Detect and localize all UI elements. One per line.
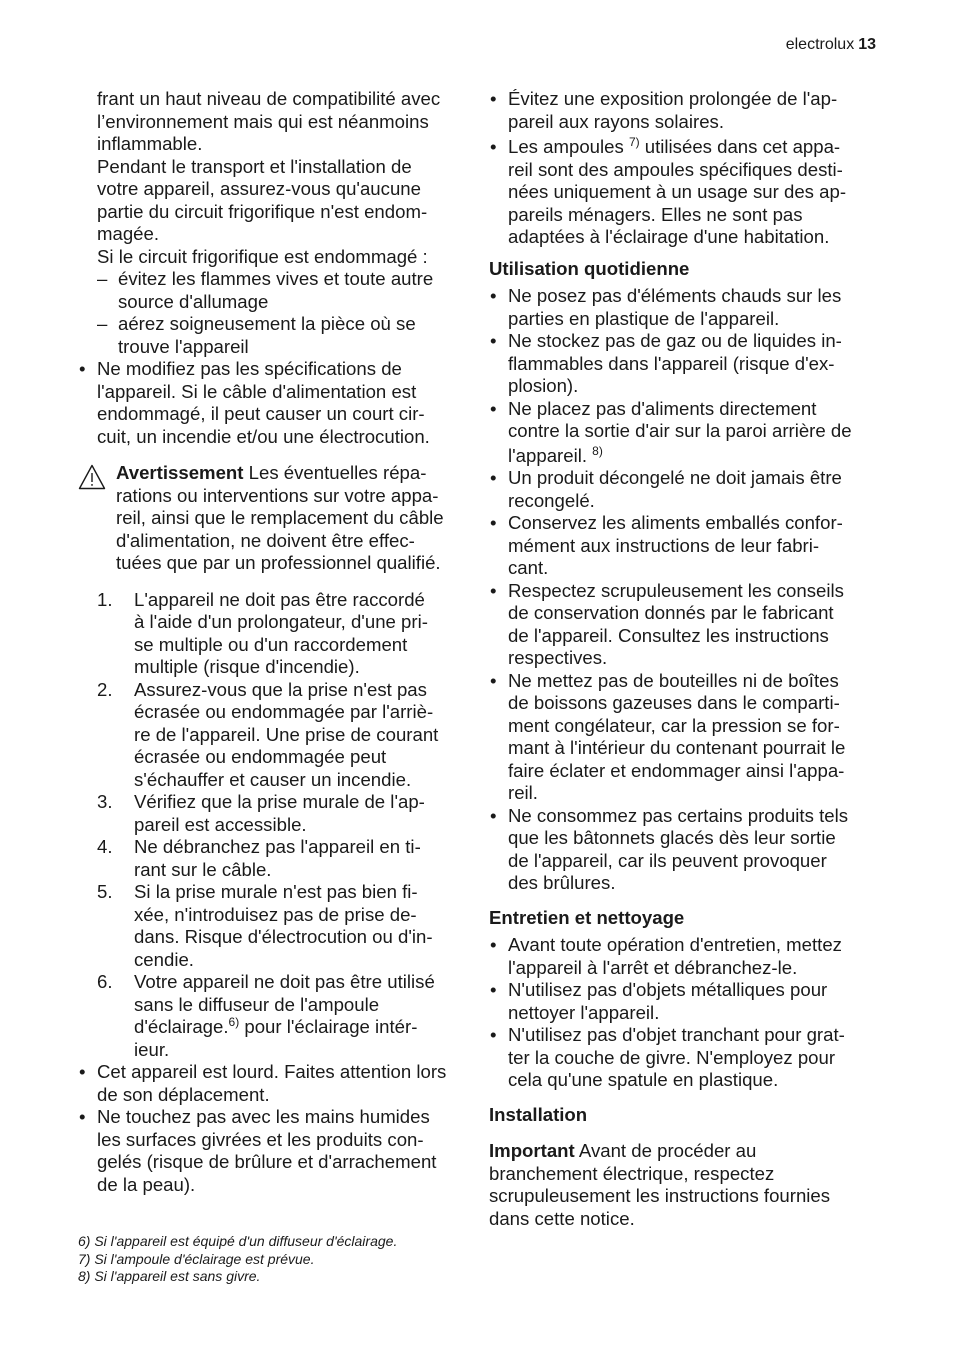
text-line: Un produit décongelé ne doit jamais être (508, 467, 842, 488)
warning-title: Avertissement (116, 462, 244, 483)
text-line: que les bâtonnets glacés dès leur sortie (508, 827, 836, 848)
text-line: re de l'appareil. Une prise de courant (134, 723, 439, 745)
item-number: 4. (97, 836, 113, 857)
bullet-item (489, 136, 879, 249)
brand-name: electrolux (785, 36, 855, 53)
right-column (489, 88, 879, 1230)
bullet-item (489, 934, 879, 979)
text-line: cant. (508, 557, 549, 578)
text-line: de l'appareil, car ils peuvent provoquer (508, 849, 827, 871)
page-header (786, 36, 876, 54)
text-line: source d'allumage (118, 290, 269, 312)
text-line: Respectez scrupuleusement les conseils (508, 579, 844, 601)
text-line: à l'aide d'un prolongateur, d'une pri- (134, 611, 428, 632)
item-number: 5. (97, 881, 113, 902)
text-fragment: pour l'éclairage intér- (239, 1016, 418, 1037)
text-line: d'alimentation, ne doivent être effec- (116, 529, 415, 551)
text-line: gelés (risque de brûlure et d'arrachement (97, 1151, 437, 1172)
bullet-marker: • (490, 512, 497, 533)
text-line: Si la prise murale n'est pas bien fi- (134, 881, 418, 902)
text-line: évitez les flammes vives et toute autre (118, 268, 434, 289)
text-line: xée, n'introduisez pas de prise de- (134, 903, 417, 925)
text-line: cuit, un incendie et/ou une électrocution. (97, 425, 430, 447)
text-line: Ne stockez pas de gaz ou de liquides in- (508, 330, 842, 351)
dash-list-item (78, 313, 468, 358)
bullet-marker: • (79, 358, 86, 379)
text-line: pareil est accessible. (134, 813, 307, 835)
text-line: respectives. (508, 647, 608, 668)
text-line: Pendant le transport et l'installation de (97, 155, 412, 177)
footnote-ref: 6) (228, 1015, 240, 1029)
text-line: tuées que par un professionnel qualifié. (116, 552, 441, 573)
text-line: mément aux instructions de leur fabri- (508, 534, 820, 556)
footnote: 6) Si l'appareil est équipé d'un diffuseur d'éclairage. (78, 1233, 398, 1249)
footnote: 7) Si l'ampoule d'éclairage est prévue. (78, 1250, 315, 1267)
text-line: Ne modifiez pas les spécifications de (97, 358, 402, 379)
text-line: Ne consommez pas certains produits tels (508, 804, 848, 826)
text-line: se multiple ou d'un raccordement (134, 633, 408, 655)
bullet-marker: • (490, 397, 497, 419)
section-heading-installation: Installation (489, 1103, 588, 1125)
text-line: de son déplacement. (97, 1083, 270, 1105)
text-line: parties en plastique de l'appareil. (508, 307, 780, 329)
text-line: cendie. (134, 948, 194, 970)
bullet-item (489, 580, 879, 670)
item-number: 1. (97, 588, 113, 610)
text-line: dans. Risque d'électrocution ou d'in- (134, 926, 433, 947)
footnote-ref: 8) (592, 443, 603, 458)
text-line: multiple (risque d'incendie). (134, 656, 360, 677)
text-line: faire éclater et endommager ainsi l'appa- (508, 759, 845, 781)
text-line (134, 1016, 468, 1039)
dash-marker: – (97, 313, 108, 334)
text-line: Ne débranchez pas l'appareil en ti- (134, 836, 421, 857)
text-line: reil, ainsi que le remplacement du câble (116, 507, 444, 528)
text-line: nettoyer l'appareil. (508, 1001, 660, 1023)
text-line: dans cette notice. (489, 1207, 635, 1229)
bullet-marker: • (490, 934, 497, 955)
text-line: partie du circuit frigorifique n'est endom- (97, 200, 428, 222)
text-line: trouve l'appareil (118, 335, 249, 357)
text-line: Vérifiez que la prise murale de l'ap- (134, 791, 425, 812)
text-line: reil sont des ampoules spécifiques desti- (508, 158, 843, 180)
warning-block (78, 462, 468, 575)
bullet-item (489, 330, 879, 398)
bullet-item (78, 1061, 468, 1106)
text-line: s'échauffer et causer un incendie. (134, 768, 412, 790)
text-line: Avant toute opération d'entretien, mettez (508, 934, 842, 955)
text-line: Ne placez pas d'aliments directement (508, 397, 817, 419)
bullet-marker: • (490, 979, 497, 1000)
text-line: rations ou interventions sur votre appa- (116, 484, 439, 506)
text-line: contre la sortie d'air sur la paroi arrière de (508, 420, 852, 441)
text-line: reil. (508, 782, 538, 803)
intro-paragraph (78, 88, 468, 268)
bullet-item (489, 512, 879, 580)
bullet-item (489, 805, 879, 895)
text-line: Si le circuit frigorifique est endommagé : (97, 245, 428, 267)
text-line: l'appareil. Si le câble d'alimentation est (97, 380, 417, 402)
numbered-item (78, 679, 468, 792)
text-line: écrasée ou endommagée par l'arriè- (134, 701, 434, 722)
text-line: frant un haut niveau de compatibilité avec (97, 88, 441, 109)
left-column (78, 88, 468, 1196)
footnote-ref: 7) (628, 135, 640, 149)
text-line: de la peau). (97, 1173, 196, 1195)
text-line: L'appareil ne doit pas être raccordé (134, 588, 425, 610)
bullet-marker: • (490, 804, 497, 826)
text-line: ter la couche de givre. N'employez pour (508, 1046, 836, 1068)
text-line: Votre appareil ne doit pas être utilisé (134, 971, 435, 992)
numbered-item (78, 791, 468, 836)
text-line (508, 136, 879, 159)
text-line: aérez soigneusement la pièce où se (118, 313, 416, 334)
text-line: Assurez-vous que la prise n'est pas (134, 678, 427, 700)
text-line: Ne touchez pas avec les mains humides (97, 1106, 430, 1127)
text-line: Évitez une exposition prolongée de l'ap- (508, 88, 838, 109)
text-line: scrupuleusement les instructions fournies (489, 1185, 831, 1206)
text-fragment: Les ampoules (508, 136, 629, 157)
dash-marker: – (97, 268, 108, 289)
important-title: Important (489, 1140, 575, 1161)
text-line: cela qu'une spatule en plastique. (508, 1069, 779, 1090)
text-line: plosion). (508, 375, 579, 396)
footnote: 8) Si l'appareil est sans givre. (78, 1268, 261, 1284)
text-line: écrasée ou endommagée peut (134, 746, 387, 767)
text-line: mant à l'intérieur du contenant pourrait le (508, 737, 846, 758)
text-line: magée. (97, 223, 160, 244)
bullet-marker: • (79, 1061, 86, 1082)
bullet-marker: • (490, 136, 497, 157)
text-line: N'utilisez pas d'objet tranchant pour grat- (508, 1024, 845, 1045)
item-number: 3. (97, 791, 113, 812)
text-line: l'appareil à l'arrêt et débranchez-le. (508, 956, 798, 978)
text-fragment: utilisées dans cet appa- (639, 136, 841, 157)
warning-triangle-icon (78, 464, 106, 490)
text-line: branchement électrique, respectez (489, 1162, 775, 1184)
bullet-item (489, 398, 879, 468)
text-line: votre appareil, assurez-vous qu'aucune (97, 178, 421, 199)
bullet-marker: • (490, 1024, 497, 1045)
bullet-item (489, 1024, 879, 1092)
bullet-marker: • (490, 467, 497, 488)
text-line: de conservation donnés par le fabricant (508, 602, 834, 623)
footnotes (78, 1233, 397, 1286)
bullet-marker: • (490, 285, 497, 306)
section-heading-maintenance: Entretien et nettoyage (489, 906, 685, 928)
bullet-item (78, 1106, 468, 1196)
text-line: flammables dans l'appareil (risque d'ex- (508, 352, 835, 374)
text-line: Conservez les aliments emballés confor- (508, 512, 843, 533)
text-line: N'utilisez pas d'objets métalliques pour (508, 979, 828, 1000)
numbered-item (78, 836, 468, 881)
bullet-marker: • (490, 330, 497, 351)
text-line: pareil aux rayons solaires. (508, 110, 724, 132)
text-line: ment congélateur, car la pression se for- (508, 714, 840, 736)
bullet-item (78, 358, 468, 448)
bullet-marker: • (79, 1106, 86, 1127)
page-number: 13 (858, 36, 876, 53)
text-line: Ne posez pas d'éléments chauds sur les (508, 285, 842, 306)
bullet-item (489, 88, 879, 133)
text-fragment: d'éclairage. (134, 1016, 229, 1037)
item-number: 2. (97, 678, 113, 700)
text-line: pareils ménagers. Elles ne sont pas (508, 203, 803, 225)
numbered-list (78, 589, 468, 1062)
bullet-marker: • (490, 669, 497, 691)
text-line: Cet appareil est lourd. Faites attention lors (97, 1061, 447, 1082)
bullet-item (489, 285, 879, 330)
text-line: inflammable. (97, 133, 203, 154)
text-line: rant sur le câble. (134, 858, 272, 880)
bullet-item (489, 467, 879, 512)
numbered-item (78, 881, 468, 971)
numbered-item (78, 971, 468, 1061)
text-line: endommagé, il peut causer un court cir- (97, 403, 425, 424)
item-number: 6. (97, 971, 113, 992)
bullet-item (489, 670, 879, 805)
numbered-item (78, 589, 468, 679)
text-line: recongelé. (508, 489, 595, 511)
text-fragment: Avant de procéder au (574, 1140, 757, 1161)
text-line: sans le diffuseur de l'ampoule (134, 993, 380, 1015)
text-line: des brûlures. (508, 872, 616, 893)
text-fragment: l'appareil. (508, 444, 593, 466)
text-line: nées uniquement à un usage sur des ap- (508, 181, 847, 202)
text-line: de boissons gazeuses dans le comparti- (508, 692, 840, 713)
text-line: l’environnement mais qui est néanmoins (97, 110, 429, 132)
bullet-item (489, 979, 879, 1024)
bullet-marker: • (490, 579, 497, 601)
text-line (508, 445, 879, 468)
text-line: Les éventuelles répa- (243, 462, 427, 483)
text-line: ieur. (134, 1038, 170, 1060)
text-line: de l'appareil. Consultez les instructions (508, 624, 829, 646)
text-line: Ne mettez pas de bouteilles ni de boîtes (508, 669, 839, 691)
bullet-marker: • (490, 88, 497, 109)
important-block (489, 1140, 879, 1230)
section-heading-daily-use: Utilisation quotidienne (489, 257, 690, 279)
text-line: adaptées à l'éclairage d'une habitation. (508, 226, 830, 247)
dash-list-item (78, 268, 468, 313)
text-line: les surfaces givrées et les produits con- (97, 1128, 424, 1150)
